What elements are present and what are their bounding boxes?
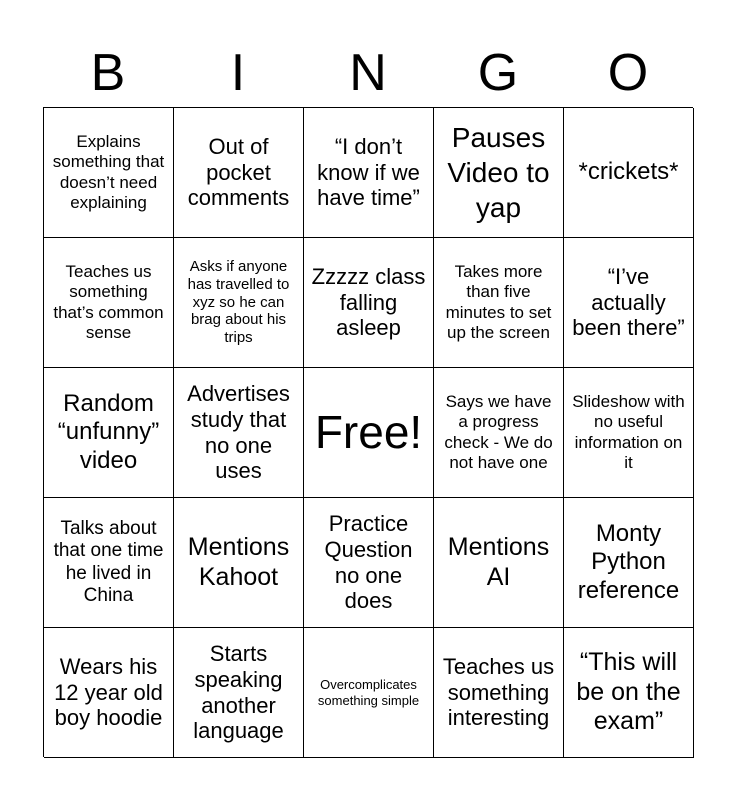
bingo-cell[interactable]: Wears his 12 year old boy hoodie bbox=[44, 628, 174, 758]
bingo-cell[interactable]: Pauses Video to yap bbox=[434, 108, 564, 238]
bingo-cell[interactable]: Out of pocket comments bbox=[174, 108, 304, 238]
bingo-cell[interactable]: “This will be on the exam” bbox=[564, 628, 694, 758]
bingo-board bbox=[43, 107, 693, 757]
bingo-cell[interactable]: Mentions Kahoot bbox=[174, 498, 304, 628]
bingo-cell[interactable]: Monty Python reference bbox=[564, 498, 694, 628]
free-space-cell[interactable]: Free! bbox=[304, 368, 434, 498]
bingo-header bbox=[43, 38, 693, 108]
header-letter-i: I bbox=[230, 44, 246, 102]
bingo-cell[interactable]: Asks if anyone has travelled to xyz so he can brag about his trips bbox=[174, 238, 304, 368]
bingo-cell[interactable]: Random “unfunny” video bbox=[44, 368, 174, 498]
bingo-cell[interactable]: Explains something that doesn’t need explaining bbox=[44, 108, 174, 238]
header-letter-g: G bbox=[477, 44, 519, 102]
bingo-cell[interactable]: Says we have a progress check - We do not have one bbox=[434, 368, 564, 498]
bingo-cell[interactable]: Starts speaking another language bbox=[174, 628, 304, 758]
bingo-cell[interactable]: “I’ve actually been there” bbox=[564, 238, 694, 368]
header-letter-n: N bbox=[349, 44, 387, 102]
bingo-cell[interactable]: Overcomplicates something simple bbox=[304, 628, 434, 758]
bingo-cell[interactable]: “I don’t know if we have time” bbox=[304, 108, 434, 238]
bingo-cell[interactable]: Teaches us something that’s common sense bbox=[44, 238, 174, 368]
bingo-cell[interactable]: Practice Question no one does bbox=[304, 498, 434, 628]
bingo-cell[interactable]: Mentions AI bbox=[434, 498, 564, 628]
bingo-cell[interactable]: Takes more than five minutes to set up the screen bbox=[434, 238, 564, 368]
bingo-cell[interactable]: Advertises study that no one uses bbox=[174, 368, 304, 498]
bingo-cell[interactable]: Zzzzz class falling asleep bbox=[304, 238, 434, 368]
header-letter-b: B bbox=[90, 44, 126, 102]
bingo-cell[interactable]: Talks about that one time he lived in China bbox=[44, 498, 174, 628]
bingo-cell[interactable]: Slideshow with no useful information on it bbox=[564, 368, 694, 498]
header-letter-o: O bbox=[607, 44, 649, 102]
bingo-cell[interactable]: *crickets* bbox=[564, 108, 694, 238]
bingo-cell[interactable]: Teaches us something interesting bbox=[434, 628, 564, 758]
